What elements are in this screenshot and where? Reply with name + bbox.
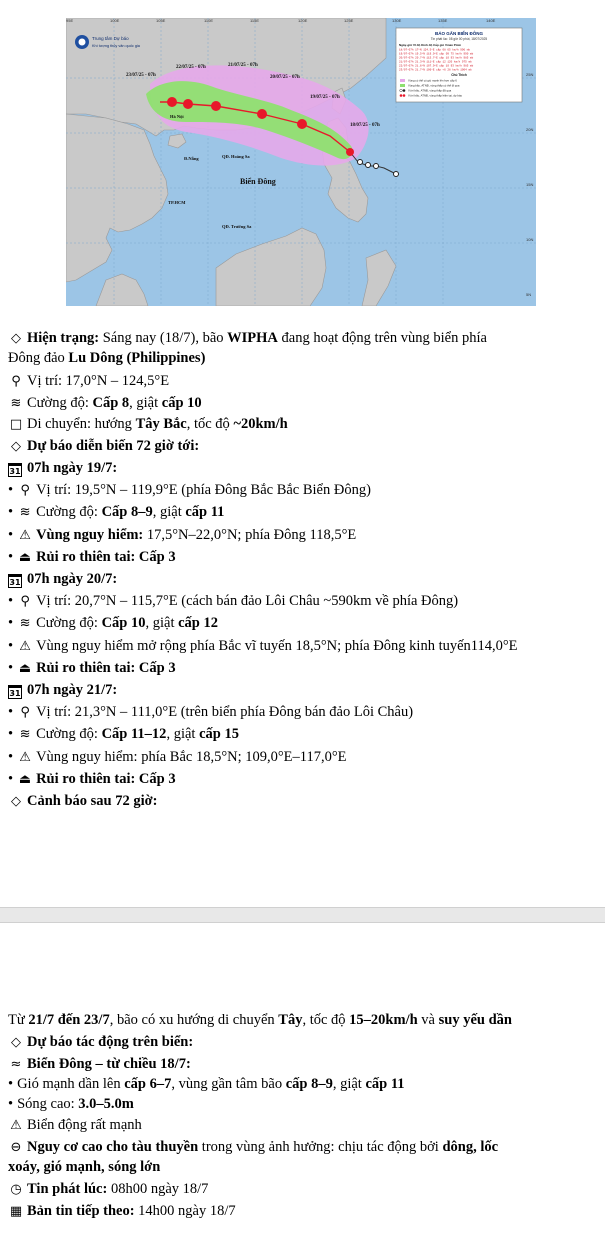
svg-text:5N: 5N <box>526 292 532 297</box>
forecast-1-time: 31 07h ngày 19/7: <box>9 460 118 476</box>
svg-text:22/07-07h 21.6ºN 107.9ºE cấp: 22/07-07h 21.6ºN 107.9ºE cấp 10 93 km/h 985 mb <box>399 64 474 68</box>
svg-text:Vị trí bão, ATNĐ, vùng thấp hi: Vị trí bão, ATNĐ, vùng thấp hiện tại, dự báo <box>408 93 463 98</box>
right-ticks <box>526 72 533 297</box>
forecast-2-intensity: • ≋ Cường độ: Cấp 10, giật cấp 12 <box>8 615 218 631</box>
svg-text:Vùng có thể có gió mạnh lên hơ: Vùng có thể có gió mạnh lên hơn cấp 6 <box>408 78 457 83</box>
forecast-1-danger: • ⚠ Vùng nguy hiểm: 17,5°N–22,0°N; phía Đông 118,5°E <box>8 527 357 543</box>
warning-icon: ⚠ <box>19 750 31 765</box>
svg-text:23/07-07h 21.7ºN 106ºE cấp: 23/07-07h 21.7ºN 106ºE cấp <6 28 km/h 1004 mb <box>399 68 472 72</box>
map-svg <box>66 18 536 306</box>
issued-time: ◷ Tin phát lúc: 08h00 ngày 18/7 <box>8 1180 599 1199</box>
diamond-icon: ◇ <box>11 1035 21 1050</box>
past-positions <box>358 160 399 177</box>
status-paragraph: ◇ Hiện trạng: Sáng nay (18/7), bão WIPHA đang hoạt động trên vùng biển phía <box>8 329 599 348</box>
indochina-land <box>66 114 168 282</box>
no-entry-icon: ⊖ <box>10 1140 22 1155</box>
svg-text:115E: 115E <box>250 18 260 23</box>
svg-text:Tin phát lúc: 08 giờ 00 phút,: Tin phát lúc: 08 giờ 00 phút, 18/07/2025 <box>430 37 488 41</box>
map-legend <box>396 28 522 102</box>
next-bulletin: ▦ Bản tin tiếp theo: 14h00 ngày 18/7 <box>9 1203 236 1219</box>
label-1907: 19/07/25 - 07h <box>310 95 340 100</box>
forecast-3-risk: • ⏏ Rủi ro thiên tai: Cấp 3 <box>8 771 176 787</box>
pin-icon: ⚲ <box>11 374 21 389</box>
svg-text:135E: 135E <box>438 18 448 23</box>
pin-icon: ⚲ <box>20 594 30 609</box>
label-2107: 21/07/25 - 07h <box>228 63 258 68</box>
svg-text:Vùng bão, ATNĐ, vùng thấp có t: Vùng bão, ATNĐ, vùng thấp có thể đi qua <box>408 83 460 88</box>
sulawesi-land <box>362 250 396 306</box>
sea-state: ⚠ Biển động rất mạnh <box>8 1116 599 1135</box>
forecast-2-time: 31 07h ngày 20/7: <box>9 571 118 587</box>
sea-title: ≈ Biển Đông – từ chiều 18/7: <box>8 1055 599 1074</box>
warning-icon: ⚠ <box>19 528 31 543</box>
clock-icon: ◷ <box>10 1182 22 1197</box>
current-intensity: ≋ Cường độ: Cấp 8, giật cấp 10 <box>8 394 599 413</box>
svg-text:110E: 110E <box>204 18 214 23</box>
calendar-icon: 31 <box>8 574 22 588</box>
svg-text:120E: 120E <box>298 18 308 23</box>
svg-text:Vị trí bão, ATNĐ, vùng thấp đã: Vị trí bão, ATNĐ, vùng thấp đã qua <box>408 88 452 93</box>
calendar-grid-icon: ▦ <box>9 1204 23 1219</box>
svg-text:10N: 10N <box>526 237 534 242</box>
diamond-icon: ◇ <box>11 794 21 809</box>
wind-forecast: • Gió mạnh dần lên cấp 6–7, vùng gần tâm bão cấp 8–9, giật cấp 11 <box>8 1076 405 1092</box>
forecast-3-time: 31 07h ngày 21/7: <box>9 682 118 698</box>
label-danang: Đ.Nẵng <box>184 156 199 161</box>
svg-text:130E: 130E <box>392 18 402 23</box>
forecast-3-position: • ⚲ Vị trí: 21,3°N – 111,0°E (trên biển phía Đông bán đảo Lôi Châu) <box>8 704 414 720</box>
wind-icon: ≋ <box>19 505 31 520</box>
wave-icon: ≈ <box>10 1057 22 1072</box>
current-position: ⚲ Vị trí: 17,0°N – 124,5°E <box>8 372 599 391</box>
label-hcm: TP.HCM <box>168 200 186 205</box>
current-movement: □ Di chuyển: hướng Tây Bắc, tốc độ ~20km/h <box>9 416 288 432</box>
calendar-icon: 31 <box>8 685 22 699</box>
label-bien-dong: Biển Đông <box>240 177 276 186</box>
wave-forecast: • Sóng cao: 3.0–5.0m <box>8 1096 134 1112</box>
svg-text:Trung tâm Dự báo: Trung tâm Dự báo <box>92 36 129 41</box>
svg-text:Khí tượng thủy văn quốc gia: Khí tượng thủy văn quốc gia <box>92 44 140 48</box>
label-2307: 23/07/25 - 07h <box>126 73 156 78</box>
svg-text:105E: 105E <box>156 18 166 23</box>
label-hanoi: Hà Nội <box>170 114 184 119</box>
svg-text:Ngày-giờ Vĩ độ Kinh độ Cấp gi: Ngày-giờ Vĩ độ Kinh độ Cấp gió Vmax Pmin <box>399 43 462 47</box>
vessel-risk-line-2: xoáy, gió mạnh, sóng lớn <box>8 1159 161 1175</box>
label-truongsa: QĐ. Trường Sa <box>222 224 252 229</box>
forecast-title: ◇ Dự báo diễn biến 72 giờ tới: <box>8 437 599 456</box>
warning-icon: ⚠ <box>19 639 31 654</box>
diamond-icon: ◇ <box>11 439 21 454</box>
label-1807: 18/07/25 - 07h <box>350 123 380 128</box>
alarm-icon: ⏏ <box>18 661 32 676</box>
svg-text:BÁO GẤN BIỂN ĐÔNG: BÁO GẤN BIỂN ĐÔNG <box>434 31 484 36</box>
forecast-1-intensity: • ≋ Cường độ: Cấp 8–9, giật cấp 11 <box>8 504 225 520</box>
svg-text:100E: 100E <box>110 18 120 23</box>
forecast-2-danger: • ⚠ Vùng nguy hiểm mở rộng phía Bắc vĩ tuyến 18,5°N; phía Đông kinh tuyến114,0°E <box>8 638 518 654</box>
svg-text:25N: 25N <box>526 72 534 77</box>
forecast-2-position: • ⚲ Vị trí: 20,7°N – 115,7°E (cách bán đảo Lôi Châu ~590km về phía Đông) <box>8 593 459 609</box>
svg-text:15N: 15N <box>526 182 534 187</box>
status-line-2: Đông đảo Lu Dông (Philippines) <box>8 350 206 366</box>
compass-icon: □ <box>9 417 23 432</box>
section-divider <box>0 907 605 923</box>
malaysia-land <box>96 274 148 306</box>
alarm-icon: ⏏ <box>18 772 32 787</box>
label-2207: 22/07/25 - 07h <box>176 65 206 70</box>
warning-title: ◇ Cảnh báo sau 72 giờ: <box>8 792 599 811</box>
after-72h-text: Từ 21/7 đến 23/7, bão có xu hướng di chuyển Tây, tốc độ 15–20km/h và suy yếu dần <box>8 1012 512 1028</box>
pin-icon: ⚲ <box>20 483 30 498</box>
forecast-3-intensity: • ≋ Cường độ: Cấp 11–12, giật cấp 15 <box>8 726 239 742</box>
alarm-icon: ⏏ <box>18 550 32 565</box>
label-2007: 20/07/25 - 07h <box>270 75 300 80</box>
warning-icon: ⚠ <box>10 1118 22 1133</box>
storm-track-map <box>66 18 536 306</box>
svg-text:21/07-07h 21.3ºN 111ºE cấp: 21/07-07h 21.3ºN 111ºE cấp 12 120 km/h 975 mb <box>399 60 472 64</box>
svg-text:18/07-07h 17ºN 124.5ºE cấp: 18/07-07h 17ºN 124.5ºE cấp 08 65 km/h 996 mb <box>399 48 470 52</box>
forecast-3-danger: • ⚠ Vùng nguy hiểm: phía Bắc 18,5°N; 109,0°E–117,0°E <box>8 749 347 765</box>
hainan-island <box>168 134 186 148</box>
svg-text:Chú Thích: Chú Thích <box>451 73 467 77</box>
forecast-2-risk: • ⏏ Rủi ro thiên tai: Cấp 3 <box>8 660 176 676</box>
svg-text:95E: 95E <box>66 18 74 23</box>
wind-icon: ≋ <box>10 396 22 411</box>
svg-text:20/07-07h 20.7ºN 115.7ºE cấp: 20/07-07h 20.7ºN 115.7ºE cấp 10 93 km/h 985 mb <box>399 56 474 60</box>
svg-text:140E: 140E <box>486 18 496 23</box>
wind-icon: ≋ <box>19 616 31 631</box>
pin-icon: ⚲ <box>20 705 30 720</box>
svg-text:20N: 20N <box>526 127 534 132</box>
forecast-1-risk: • ⏏ Rủi ro thiên tai: Cấp 3 <box>8 549 176 565</box>
forecast-1-position: • ⚲ Vị trí: 19,5°N – 119,9°E (phía Đông Bắc Bắc Biển Đông) <box>8 482 371 498</box>
svg-text:19/07-07h 19.5ºN 119.9ºE cấp: 19/07-07h 19.5ºN 119.9ºE cấp 09 75 km/h 990 mb <box>399 52 474 56</box>
wind-icon: ≋ <box>19 727 31 742</box>
vessel-risk: ⊖ Nguy cơ cao cho tàu thuyền trong vùng ảnh hưởng: chịu tác động bởi dông, lốc <box>8 1138 599 1157</box>
impact-title: ◇ Dự báo tác động trên biển: <box>8 1033 599 1052</box>
label-hoangsa: QĐ. Hoàng Sa <box>222 154 250 159</box>
svg-text:125E: 125E <box>344 18 354 23</box>
diamond-icon: ◇ <box>11 331 21 346</box>
calendar-icon: 31 <box>8 463 22 477</box>
borneo-land <box>216 228 326 306</box>
